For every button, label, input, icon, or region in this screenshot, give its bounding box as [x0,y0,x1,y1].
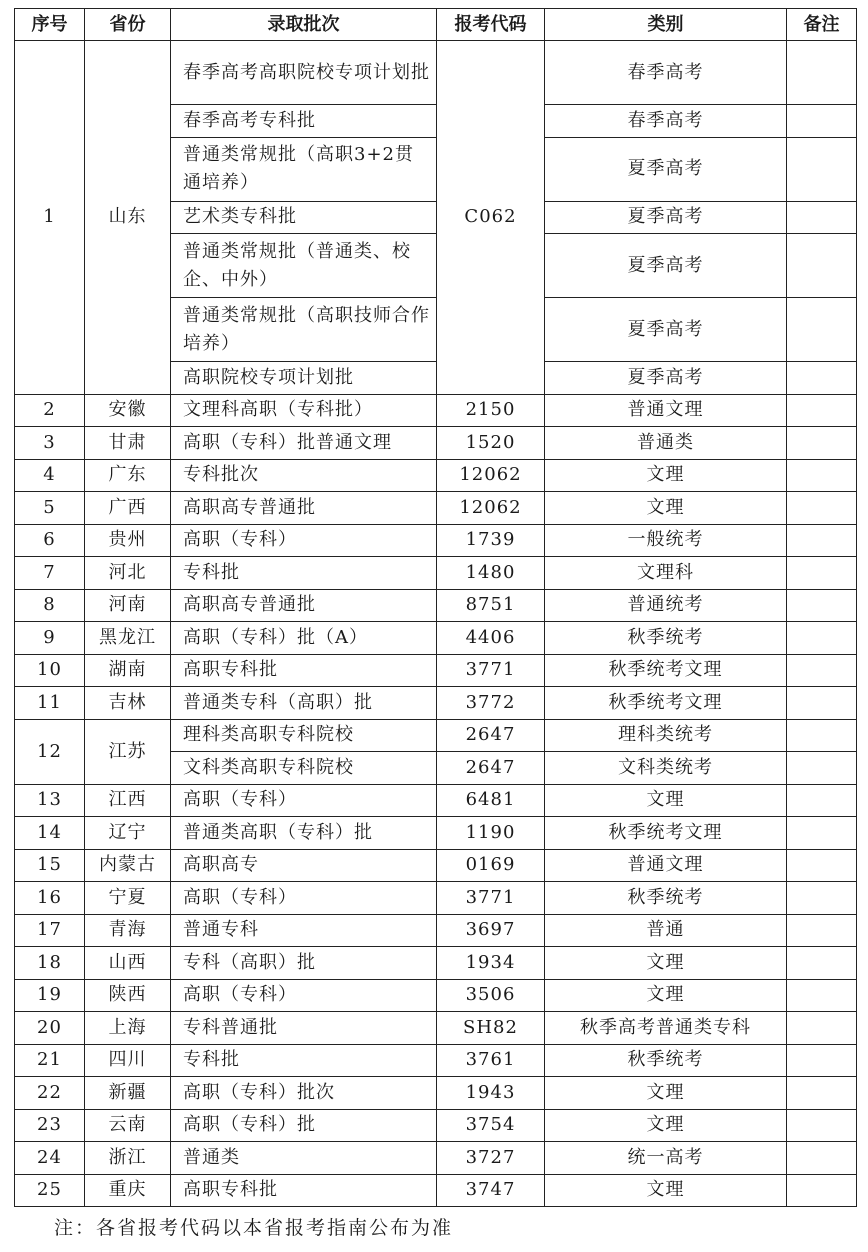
row-type: 秋季统考文理 [545,654,787,687]
row-code: 2647 [437,752,545,785]
row-batch: 高职专科批 [171,1174,437,1207]
row-remark [787,1142,857,1175]
row-remark [787,427,857,460]
row-no: 22 [15,1077,85,1110]
row-batch: 专科（高职）批 [171,947,437,980]
row-province: 云南 [85,1109,171,1142]
table-row [15,1077,857,1110]
row-batch: 高职（专科） [171,882,437,915]
row-remark [787,394,857,427]
row-batch: 高职院校专项计划批 [171,362,437,395]
row-no: 1 [15,41,85,395]
row-no: 24 [15,1142,85,1175]
row-batch: 文科类高职专科院校 [171,752,437,785]
row-no: 25 [15,1174,85,1207]
row-type: 秋季高考普通类专科 [545,1012,787,1045]
header-no: 序号 [15,9,85,41]
row-code: 2150 [437,394,545,427]
row-province: 浙江 [85,1142,171,1175]
row-remark [787,298,857,362]
row-code: C062 [437,41,545,395]
row-remark [787,719,857,752]
row-province: 重庆 [85,1174,171,1207]
row-code: 6481 [437,784,545,817]
row-code: 1934 [437,947,545,980]
row-remark [787,1044,857,1077]
row-type: 一般统考 [545,524,787,557]
row-remark [787,1077,857,1110]
row-code: 1480 [437,557,545,590]
row-province: 辽宁 [85,817,171,850]
row-type: 普通文理 [545,849,787,882]
row-province: 黑龙江 [85,622,171,655]
row-code: 4406 [437,622,545,655]
row-province: 陕西 [85,979,171,1012]
table-body [15,41,857,1207]
table-row [15,1174,857,1207]
row-code: 3506 [437,979,545,1012]
row-code: 3697 [437,914,545,947]
table-row [15,654,857,687]
row-remark [787,1174,857,1207]
admission-code-table [14,8,857,1207]
row-batch: 普通类常规批（普通类、校企、中外） [171,234,437,298]
row-type: 夏季高考 [545,234,787,298]
table-row [15,622,857,655]
row-no: 14 [15,817,85,850]
header-type: 类别 [545,9,787,41]
table-row [15,492,857,525]
row-remark [787,362,857,395]
row-type: 文理 [545,492,787,525]
row-type: 普通统考 [545,589,787,622]
row-province: 湖南 [85,654,171,687]
row-no: 12 [15,719,85,784]
row-code: 8751 [437,589,545,622]
row-batch: 专科批次 [171,459,437,492]
table-row [15,719,857,752]
row-province: 广西 [85,492,171,525]
row-type: 文理 [545,979,787,1012]
row-type: 普通文理 [545,394,787,427]
row-no: 21 [15,1044,85,1077]
row-no: 8 [15,589,85,622]
table-header-row [15,9,857,41]
row-type: 文理 [545,784,787,817]
row-remark [787,817,857,850]
row-batch: 高职专科批 [171,654,437,687]
row-type: 秋季统考文理 [545,687,787,720]
row-no: 2 [15,394,85,427]
row-type: 文理 [545,1077,787,1110]
row-code: 1190 [437,817,545,850]
row-type: 理科类统考 [545,719,787,752]
table-row [15,524,857,557]
table-row [15,1012,857,1045]
row-no: 9 [15,622,85,655]
row-no: 16 [15,882,85,915]
row-type: 春季高考 [545,105,787,138]
row-batch: 春季高考专科批 [171,105,437,138]
row-batch: 高职高专 [171,849,437,882]
row-remark [787,687,857,720]
table-row [15,914,857,947]
row-type: 夏季高考 [545,201,787,234]
row-type: 夏季高考 [545,137,787,201]
row-type: 秋季统考 [545,882,787,915]
row-no: 3 [15,427,85,460]
row-remark [787,1012,857,1045]
table-row [15,849,857,882]
row-batch: 高职（专科）批 [171,1109,437,1142]
row-province: 四川 [85,1044,171,1077]
row-no: 7 [15,557,85,590]
row-code: 2647 [437,719,545,752]
table-row [15,947,857,980]
row-province: 内蒙古 [85,849,171,882]
row-batch: 普通专科 [171,914,437,947]
row-type: 普通 [545,914,787,947]
row-province: 新疆 [85,1077,171,1110]
row-remark [787,459,857,492]
row-batch: 春季高考高职院校专项计划批 [171,41,437,105]
table-row [15,394,857,427]
row-batch: 普通类常规批（高职3+2贯通培养） [171,137,437,201]
row-type: 统一高考 [545,1142,787,1175]
row-no: 11 [15,687,85,720]
row-code: 3747 [437,1174,545,1207]
row-no: 13 [15,784,85,817]
header-province: 省份 [85,9,171,41]
row-code: 1943 [437,1077,545,1110]
header-remark: 备注 [787,9,857,41]
row-remark [787,947,857,980]
row-no: 4 [15,459,85,492]
table-row [15,979,857,1012]
row-remark [787,557,857,590]
row-code: 3727 [437,1142,545,1175]
row-batch: 普通类专科（高职）批 [171,687,437,720]
row-remark [787,234,857,298]
row-batch: 艺术类专科批 [171,201,437,234]
table-row [15,557,857,590]
row-batch: 专科普通批 [171,1012,437,1045]
row-type: 普通类 [545,427,787,460]
row-province: 安徽 [85,394,171,427]
row-province: 河北 [85,557,171,590]
row-province: 青海 [85,914,171,947]
row-type: 文理 [545,459,787,492]
footnote: 注：各省报考代码以本省报考指南公布为准 [54,1217,454,1239]
row-batch: 普通类高职（专科）批 [171,817,437,850]
row-type: 秋季统考 [545,622,787,655]
row-remark [787,654,857,687]
header-code: 报考代码 [437,9,545,41]
row-province: 宁夏 [85,882,171,915]
row-batch: 高职高专普通批 [171,589,437,622]
row-no: 6 [15,524,85,557]
row-remark [787,914,857,947]
row-no: 23 [15,1109,85,1142]
row-batch: 高职（专科） [171,784,437,817]
table-row [15,589,857,622]
row-code: 3772 [437,687,545,720]
row-batch: 高职（专科）批（A） [171,622,437,655]
header-batch: 录取批次 [171,9,437,41]
table-row [15,459,857,492]
row-type: 文理科 [545,557,787,590]
row-batch: 高职高专普通批 [171,492,437,525]
row-remark [787,979,857,1012]
row-type: 秋季统考 [545,1044,787,1077]
table-row [15,1142,857,1175]
row-code: 1739 [437,524,545,557]
row-code: SH82 [437,1012,545,1045]
row-remark [787,1109,857,1142]
row-no: 20 [15,1012,85,1045]
row-type: 文理 [545,1174,787,1207]
row-code: 12062 [437,459,545,492]
row-no: 17 [15,914,85,947]
row-province: 河南 [85,589,171,622]
row-batch: 普通类常规批（高职技师合作培养） [171,298,437,362]
row-remark [787,622,857,655]
row-batch: 高职（专科）批次 [171,1077,437,1110]
row-type: 夏季高考 [545,362,787,395]
table-row [15,1044,857,1077]
table-row [15,427,857,460]
row-remark [787,492,857,525]
table-row [15,784,857,817]
row-type: 文科类统考 [545,752,787,785]
row-remark [787,784,857,817]
row-batch: 高职（专科） [171,979,437,1012]
row-no: 18 [15,947,85,980]
row-province: 山东 [85,41,171,395]
table-row [15,1109,857,1142]
row-type: 春季高考 [545,41,787,105]
row-remark [787,201,857,234]
row-province: 上海 [85,1012,171,1045]
row-code: 1520 [437,427,545,460]
row-remark [787,524,857,557]
row-code: 3754 [437,1109,545,1142]
table-row [15,41,857,105]
row-batch: 理科类高职专科院校 [171,719,437,752]
row-province: 山西 [85,947,171,980]
row-province: 吉林 [85,687,171,720]
row-no: 19 [15,979,85,1012]
row-remark [787,137,857,201]
row-remark [787,752,857,785]
row-no: 15 [15,849,85,882]
row-province: 贵州 [85,524,171,557]
row-batch: 专科批 [171,1044,437,1077]
row-type: 文理 [545,1109,787,1142]
row-batch: 普通类 [171,1142,437,1175]
row-remark [787,882,857,915]
row-code: 12062 [437,492,545,525]
row-remark [787,105,857,138]
row-batch: 高职（专科） [171,524,437,557]
row-province: 甘肃 [85,427,171,460]
row-province: 江苏 [85,719,171,784]
row-remark [787,41,857,105]
row-remark [787,849,857,882]
row-batch: 文理科高职（专科批） [171,394,437,427]
row-code: 3761 [437,1044,545,1077]
row-code: 0169 [437,849,545,882]
row-code: 3771 [437,654,545,687]
row-batch: 专科批 [171,557,437,590]
table-row [15,687,857,720]
row-type: 文理 [545,947,787,980]
row-no: 5 [15,492,85,525]
row-type: 秋季统考文理 [545,817,787,850]
table-row [15,817,857,850]
row-remark [787,589,857,622]
row-code: 3771 [437,882,545,915]
row-type: 夏季高考 [545,298,787,362]
row-province: 江西 [85,784,171,817]
row-no: 10 [15,654,85,687]
table-row [15,882,857,915]
row-province: 广东 [85,459,171,492]
row-batch: 高职（专科）批普通文理 [171,427,437,460]
